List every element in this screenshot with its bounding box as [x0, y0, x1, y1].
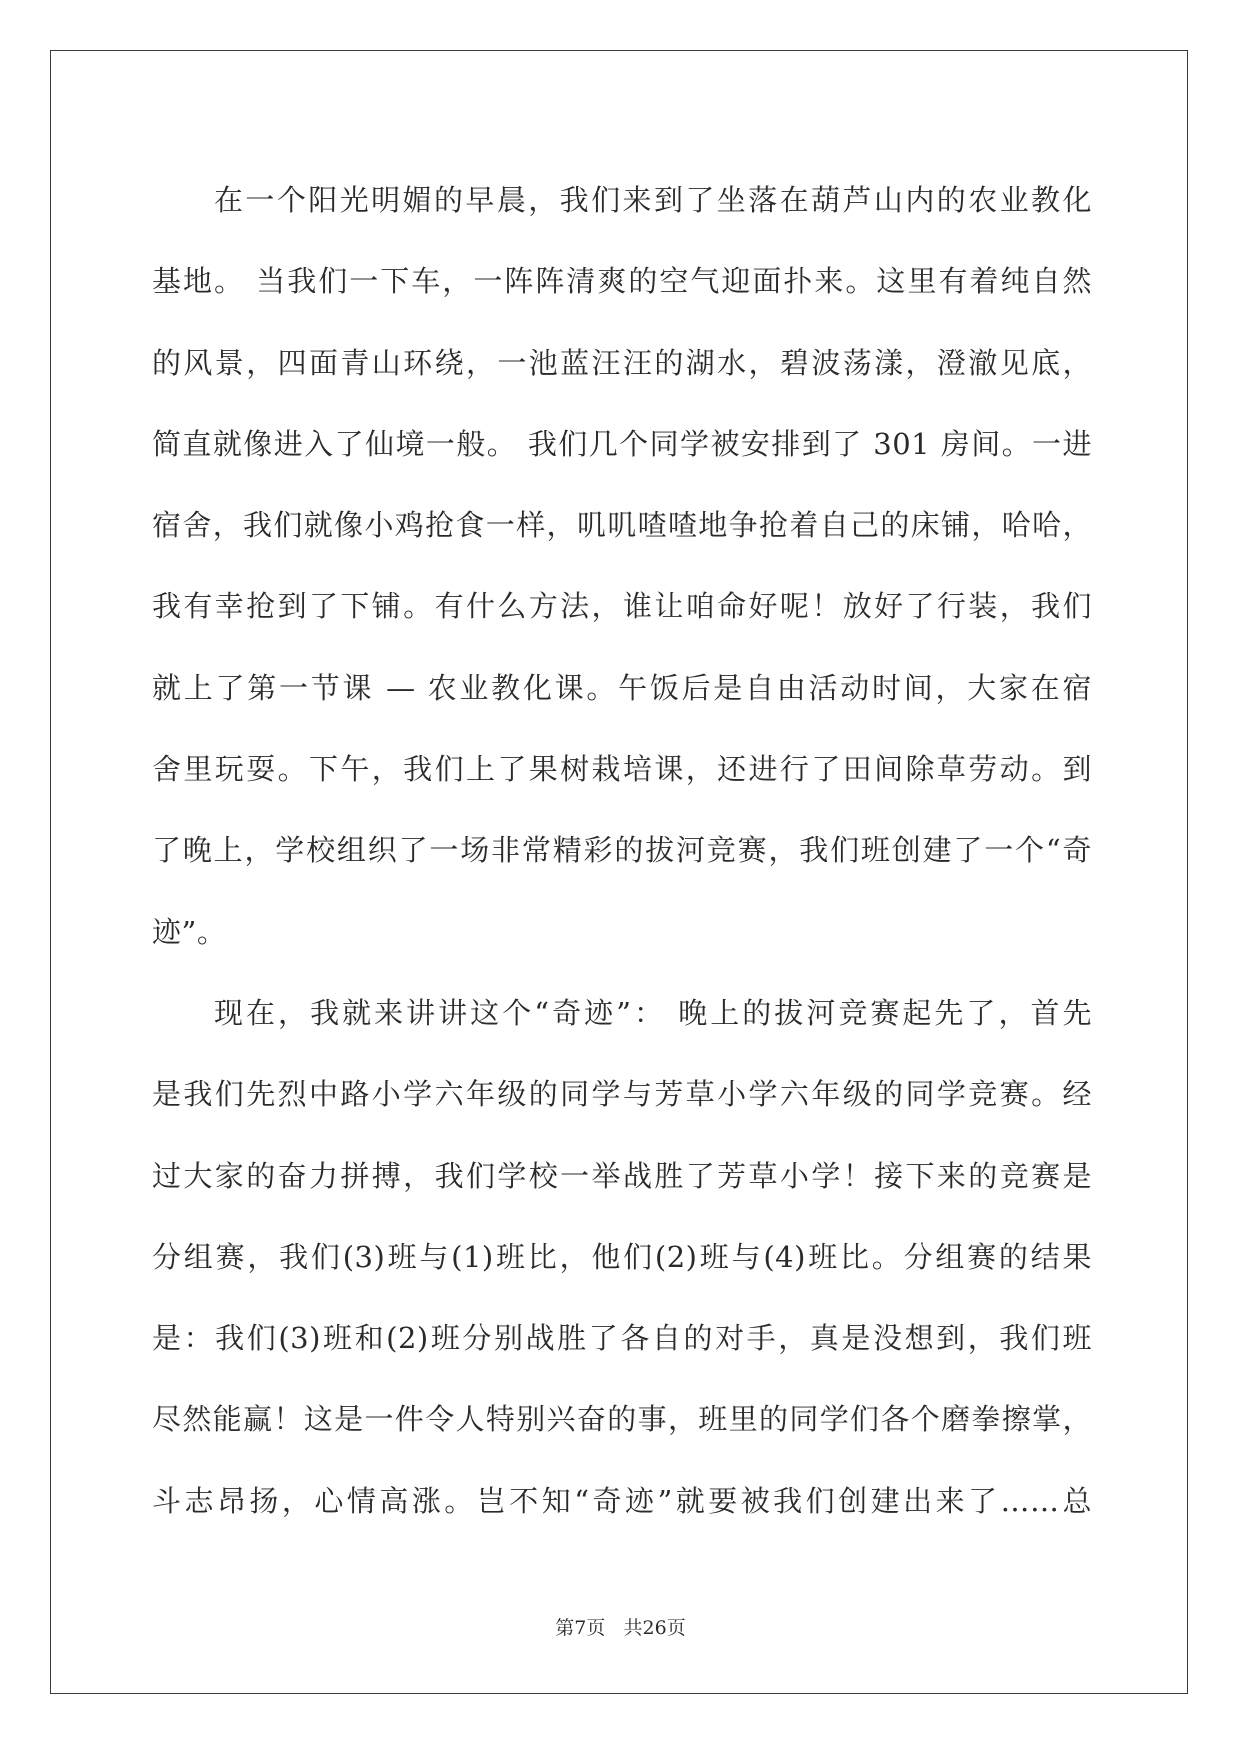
- text-line: 的风景，四面青山环绕，一池蓝汪汪的湖水，碧波荡漾，澄澈见底，: [152, 345, 1092, 380]
- text-line: 就上了第一节课 — 农业教化课。午饭后是自由活动时间，大家在宿: [152, 670, 1092, 705]
- page-footer: [0, 1613, 1241, 1640]
- text-line: 我有幸抢到了下铺。有什么方法，谁让咱命好呢！放好了行装，我们: [152, 589, 1092, 624]
- text-line: 尽然能赢！这是一件令人特别兴奋的事，班里的同学们各个磨拳擦掌，: [152, 1402, 1092, 1437]
- text-line: 分组赛，我们(3)班与(1)班比，他们(2)班与(4)班比。分组赛的结果: [152, 1239, 1092, 1274]
- text-line: 简直就像进入了仙境一般。 我们几个同学被安排到了 301 房间。一进: [152, 426, 1092, 461]
- page-total: 共26页: [623, 1617, 686, 1639]
- text-line: 迹”。: [152, 914, 227, 949]
- text-line: 是我们先烈中路小学六年级的同学与芳草小学六年级的同学竞赛。经: [152, 1077, 1092, 1112]
- text-line: 是：我们(3)班和(2)班分别战胜了各自的对手，真是没想到，我们班: [152, 1321, 1092, 1356]
- text-line: 宿舍，我们就像小鸡抢食一样，叽叽喳喳地争抢着自己的床铺，哈哈，: [152, 508, 1092, 543]
- text-line: 了晚上，学校组织了一场非常精彩的拔河竞赛，我们班创建了一个“奇: [152, 833, 1092, 868]
- text-line: 斗志昂扬，心情高涨。岂不知“奇迹”就要被我们创建出来了……总: [152, 1483, 1092, 1518]
- text-line: 舍里玩耍。下午，我们上了果树栽培课，还进行了田间除草劳动。到: [152, 752, 1092, 787]
- page-number: 第7页: [555, 1617, 606, 1639]
- text-line: 现在，我就来讲讲这个“奇迹”： 晚上的拔河竞赛起先了，首先: [214, 995, 1092, 1030]
- text-line: 基地。 当我们一下车，一阵阵清爽的空气迎面扑来。这里有着纯自然: [152, 264, 1092, 299]
- text-line: 过大家的奋力拼搏，我们学校一举战胜了芳草小学！接下来的竞赛是: [152, 1158, 1092, 1193]
- text-line: 在一个阳光明媚的早晨，我们来到了坐落在葫芦山内的农业教化: [214, 183, 1092, 217]
- document-body: [152, 160, 1092, 1542]
